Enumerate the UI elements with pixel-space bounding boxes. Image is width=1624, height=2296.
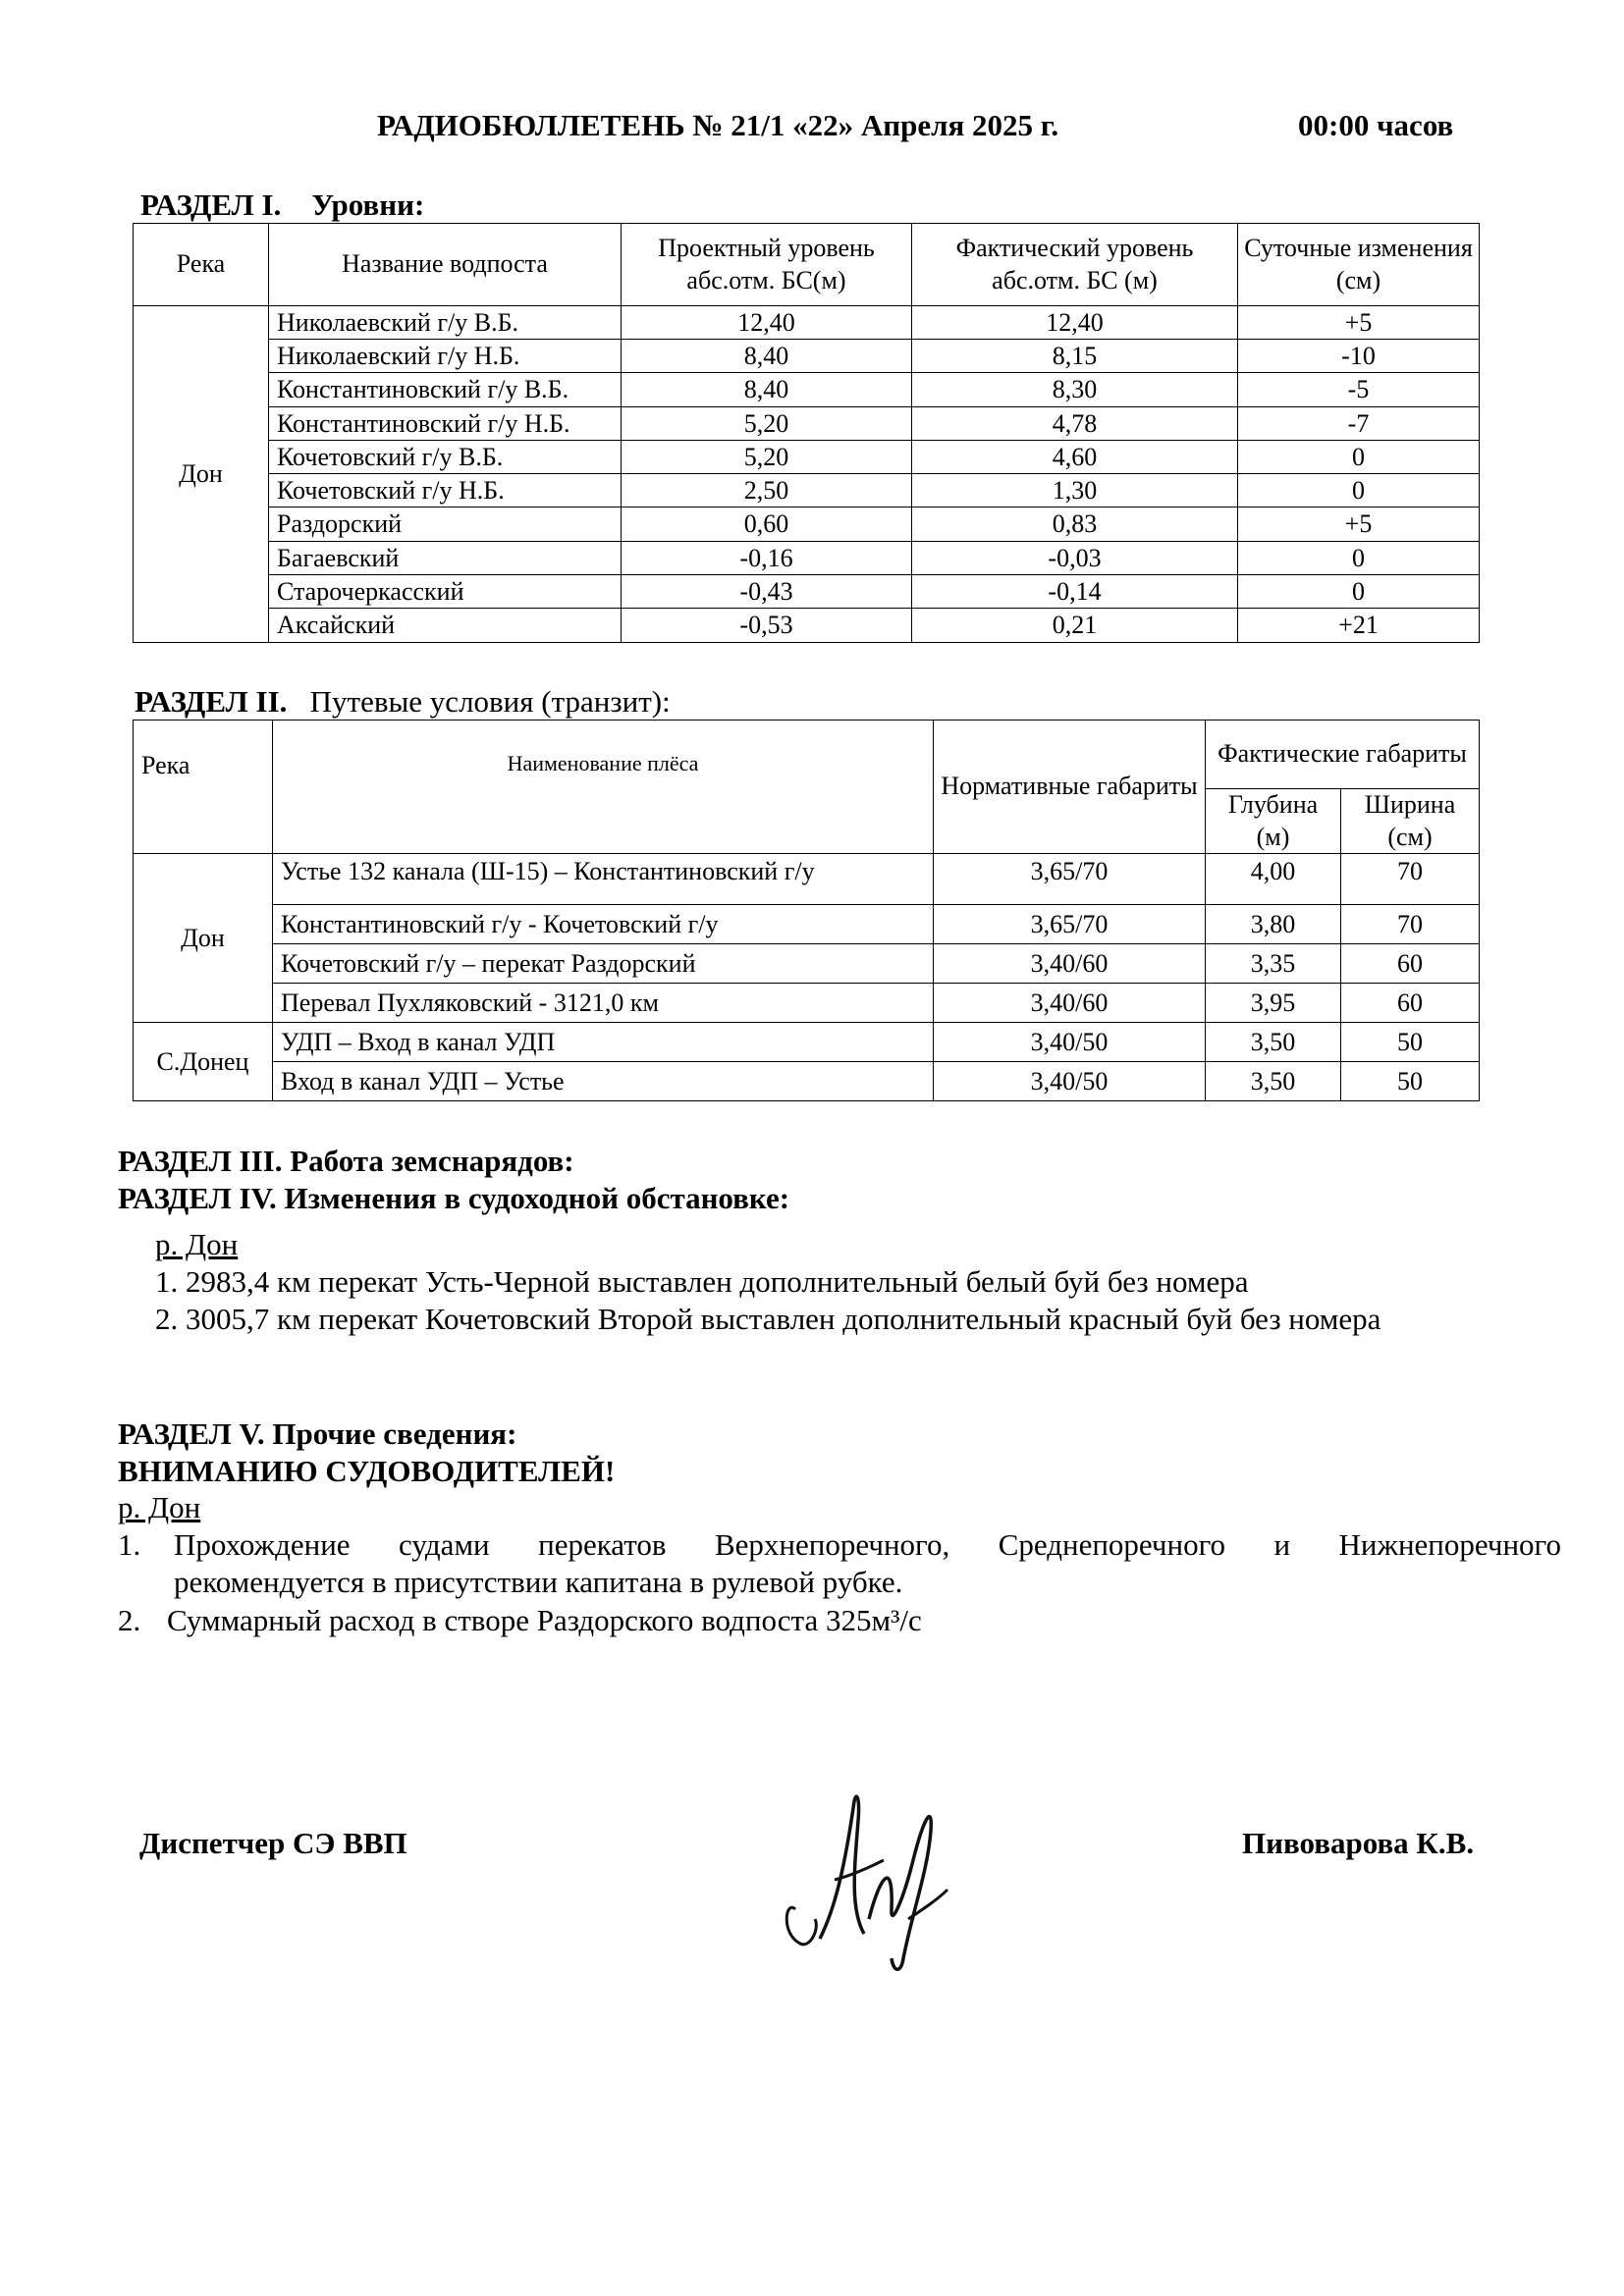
section-5-item-2-number: 2. [118,1603,141,1637]
level-row [134,340,1480,373]
width-cell: 50 [1341,1062,1480,1101]
level-row [134,440,1480,473]
daily-change-cell: 0 [1238,541,1480,574]
section-1-label: РАЗДЕЛ I. [140,187,282,222]
dispatcher-label: Диспетчер СЭ ВВП [139,1826,407,1860]
col-design-level: Проектный уровень абс.отм. БС(м) [622,224,912,306]
stretch-cell: УДП – Вход в канал УДП [273,1023,934,1062]
actual-level-cell: 0,83 [912,507,1238,541]
post-name-cell: Константиновский г/у В.Б. [269,373,622,406]
actual-level-cell: -0,03 [912,541,1238,574]
design-level-cell: 2,50 [622,474,912,507]
actual-level-cell: 8,30 [912,373,1238,406]
depth-cell: 3,35 [1206,944,1341,984]
col-river-2: Река [134,721,273,854]
route-row [134,984,1480,1023]
col-depth: Глубина (м) [1206,789,1341,854]
route-conditions-table [133,720,1480,1101]
normative-cell: 3,40/60 [934,944,1206,984]
section-5-item-2: Суммарный расход в створе Раздорского водпоста 325м³/с [167,1603,922,1637]
attention-heading: ВНИМАНИЮ СУДОВОДИТЕЛЕЙ! [118,1454,616,1488]
col-post: Название водпоста [269,224,622,306]
col-actual-dims: Фактические габариты [1206,721,1480,789]
post-name-cell: Николаевский г/у В.Б. [269,306,622,340]
width-cell: 60 [1341,944,1480,984]
col-normative: Нормативные габариты [934,721,1206,854]
levels-table [133,223,1480,643]
route-row [134,944,1480,984]
route-row [134,1062,1480,1101]
depth-cell: 3,80 [1206,905,1341,944]
route-row [134,1023,1480,1062]
river-cell: Дон [134,306,269,643]
design-level-cell: 8,40 [622,340,912,373]
normative-cell: 3,65/70 [934,854,1206,905]
stretch-cell: Перевал Пухляковский - 3121,0 км [273,984,934,1023]
section-5-heading: РАЗДЕЛ V. Прочие сведения: [118,1416,517,1451]
col-daily-change: Суточные изменения (см) [1238,224,1480,306]
daily-change-cell: +21 [1238,609,1480,642]
actual-level-cell: 4,78 [912,406,1238,440]
section-3-heading: РАЗДЕЛ III. Работа земснарядов: [118,1144,574,1178]
level-row [134,306,1480,340]
route-river-cell: С.Донец [134,1023,273,1101]
level-row [134,609,1480,642]
normative-cell: 3,40/50 [934,1062,1206,1101]
post-name-cell: Старочеркасский [269,575,622,609]
post-name-cell: Аксайский [269,609,622,642]
section-4-river: р. Дон [155,1227,239,1261]
route-row [134,905,1480,944]
design-level-cell: -0,53 [622,609,912,642]
level-row [134,575,1480,609]
post-name-cell: Николаевский г/у Н.Б. [269,340,622,373]
section-2-label: РАЗДЕЛ II. [135,684,288,719]
daily-change-cell: 0 [1238,474,1480,507]
design-level-cell: 8,40 [622,373,912,406]
level-row [134,474,1480,507]
design-level-cell: 5,20 [622,406,912,440]
design-level-cell: 0,60 [622,507,912,541]
depth-cell: 3,50 [1206,1062,1341,1101]
daily-change-cell: 0 [1238,575,1480,609]
daily-change-cell: -10 [1238,340,1480,373]
levels-header-row [134,224,1480,306]
section-1-heading [140,187,424,223]
actual-level-cell: 12,40 [912,306,1238,340]
actual-level-cell: 8,15 [912,340,1238,373]
normative-cell: 3,65/70 [934,905,1206,944]
design-level-cell: 5,20 [622,440,912,473]
section-5-river: р. Дон [118,1490,201,1524]
level-row [134,541,1480,574]
level-row [134,507,1480,541]
design-level-cell: -0,16 [622,541,912,574]
section-5-item-1-number: 1. [118,1527,141,1562]
stretch-cell: Устье 132 канала (Ш-15) – Константиновский г/у [273,854,934,905]
post-name-cell: Константиновский г/у Н.Б. [269,406,622,440]
route-header-row-1 [134,721,1480,789]
daily-change-cell: 0 [1238,440,1480,473]
post-name-cell: Кочетовский г/у В.Б. [269,440,622,473]
stretch-cell: Константиновский г/у - Кочетовский г/у [273,905,934,944]
stretch-cell: Вход в канал УДП – Устье [273,1062,934,1101]
section-5-item-1-line-2: рекомендуется в присутствии капитана в рулевой рубке. [174,1565,903,1599]
bulletin-time: 00:00 часов [1298,108,1454,142]
col-river: Река [134,224,269,306]
daily-change-cell: +5 [1238,306,1480,340]
section-4-heading: РАЗДЕЛ IV. Изменения в судоходной обстановке: [118,1181,790,1215]
col-actual-level: Фактический уровень абс.отм. БС (м) [912,224,1238,306]
depth-cell: 3,95 [1206,984,1341,1023]
section-2-heading [135,684,671,720]
bulletin-title: РАДИОБЮЛЛЕТЕНЬ № 21/1 «22» Апреля 2025 г. [377,108,1059,142]
route-row [134,854,1480,905]
actual-level-cell: -0,14 [912,575,1238,609]
actual-level-cell: 4,60 [912,440,1238,473]
width-cell: 50 [1341,1023,1480,1062]
design-level-cell: 12,40 [622,306,912,340]
depth-cell: 4,00 [1206,854,1341,905]
route-river-cell: Дон [134,854,273,1023]
section-1-title: Уровни: [311,187,425,222]
depth-cell: 3,50 [1206,1023,1341,1062]
normative-cell: 3,40/50 [934,1023,1206,1062]
post-name-cell: Кочетовский г/у Н.Б. [269,474,622,507]
design-level-cell: -0,43 [622,575,912,609]
col-stretch: Наименование плёса [273,721,934,854]
width-cell: 70 [1341,905,1480,944]
daily-change-cell: -7 [1238,406,1480,440]
actual-level-cell: 1,30 [912,474,1238,507]
section-4-item-1: 1. 2983,4 км перекат Усть-Черной выставлен дополнительный белый буй без номера [155,1264,1249,1299]
col-width: Ширина (см) [1341,789,1480,854]
section-4-item-2: 2. 3005,7 км перекат Кочетовский Второй выставлен дополнительный красный буй без номера [155,1302,1381,1336]
post-name-cell: Багаевский [269,541,622,574]
post-name-cell: Раздорский [269,507,622,541]
level-row [134,373,1480,406]
stretch-cell: Кочетовский г/у – перекат Раздорский [273,944,934,984]
handwritten-signature [776,1762,972,1978]
width-cell: 60 [1341,984,1480,1023]
section-2-title: Путевые условия (транзит): [309,684,671,719]
width-cell: 70 [1341,854,1480,905]
daily-change-cell: +5 [1238,507,1480,541]
normative-cell: 3,40/60 [934,984,1206,1023]
level-row [134,406,1480,440]
daily-change-cell: -5 [1238,373,1480,406]
actual-level-cell: 0,21 [912,609,1238,642]
section-5-item-1-line-1: Прохождение судами перекатов Верхнепоречного, Среднепоречного и Нижнепоречного [174,1527,1561,1562]
dispatcher-name: Пивоварова К.В. [1242,1826,1475,1860]
